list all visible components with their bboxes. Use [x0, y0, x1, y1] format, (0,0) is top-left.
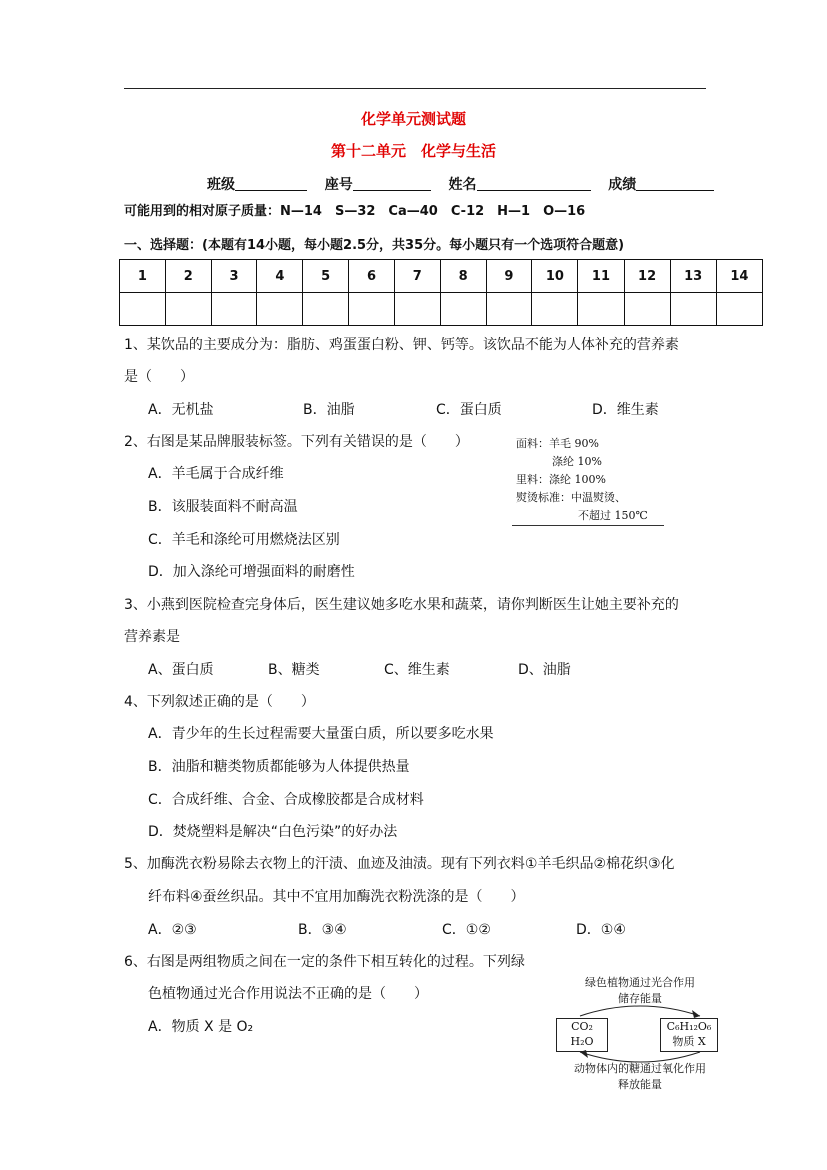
answer-cell[interactable]: [211, 293, 257, 326]
answer-cell[interactable]: [440, 293, 486, 326]
q6-stem-line1: 6、右图是两组物质之间在一定的条件下相互转化的过程。下列绿: [124, 954, 525, 970]
qnum-cell: 10: [532, 260, 578, 293]
product-x: 物质 X: [672, 1035, 706, 1048]
answer-cell[interactable]: [532, 293, 578, 326]
answer-grid-answers: [120, 293, 763, 326]
reactant-h2o: H₂O: [570, 1035, 594, 1048]
q3-option-b[interactable]: B、糖类: [268, 662, 320, 678]
answer-grid: [119, 259, 763, 326]
q4-option-d[interactable]: D．焚烧塑料是解决“白色污染”的好办法: [148, 824, 398, 840]
label-underline: [512, 525, 664, 526]
forward-arrowhead: [692, 1010, 700, 1018]
q4-option-c[interactable]: C．合成纤维、合金、合成橡胶都是合成材料: [148, 792, 424, 808]
q5-option-c[interactable]: C．①②: [442, 922, 491, 938]
label-line: 不超过 150℃: [578, 509, 648, 522]
diagram-top-label: 绿色植物通过光合作用: [585, 976, 695, 989]
q4-option-b[interactable]: B．油脂和糖类物质都能够为人体提供热量: [148, 759, 410, 775]
seat-blank[interactable]: [353, 177, 431, 191]
answer-cell[interactable]: [349, 293, 395, 326]
q4-stem: 4、下列叙述正确的是（ ）: [124, 694, 315, 710]
answer-cell[interactable]: [257, 293, 303, 326]
photosynthesis-diagram: [550, 968, 730, 1098]
q2-option-a[interactable]: A．羊毛属于合成纤维: [148, 466, 284, 482]
seat-label: 座号: [324, 177, 353, 193]
q5-stem-line1: 5、加酶洗衣粉易除去衣物上的汗渍、血迹及油渍。现有下列衣料①羊毛织品②棉花织③化: [124, 856, 675, 872]
products-box: [660, 1018, 718, 1052]
diagram-top-sublabel: 储存能量: [618, 992, 662, 1005]
answer-grid-header: [120, 260, 763, 293]
exam-title: 化学单元测试题: [360, 110, 466, 128]
answer-cell[interactable]: [486, 293, 532, 326]
score-label: 成绩: [608, 177, 637, 193]
answer-cell[interactable]: [578, 293, 624, 326]
product-glucose: C₆H₁₂O₆: [666, 1020, 712, 1033]
forward-arrow: [580, 1006, 700, 1016]
q5-option-d[interactable]: D．①④: [576, 922, 626, 938]
q3-option-c[interactable]: C、维生素: [384, 662, 450, 678]
qnum-cell: 7: [394, 260, 440, 293]
answer-cell[interactable]: [120, 293, 166, 326]
q1-option-c[interactable]: C．蛋白质: [436, 402, 502, 418]
q4-option-a[interactable]: A．青少年的生长过程需要大量蛋白质，所以要多吃水果: [148, 726, 494, 742]
q3-stem-line2: 营养素是: [124, 629, 180, 645]
q5-option-a[interactable]: A．②③: [148, 922, 197, 938]
q2-option-b[interactable]: B．该服装面料不耐高温: [148, 499, 298, 515]
answer-cell[interactable]: [624, 293, 670, 326]
student-info-row: [207, 174, 714, 194]
label-line: 涤纶 10%: [552, 455, 602, 468]
label-line: 里料：涤纶 100%: [516, 473, 606, 486]
qnum-cell: 8: [440, 260, 486, 293]
qnum-cell: 6: [349, 260, 395, 293]
q3-option-a[interactable]: A、蛋白质: [148, 662, 214, 678]
q1-option-a[interactable]: A．无机盐: [148, 402, 214, 418]
q2-option-c[interactable]: C．羊毛和涤纶可用燃烧法区别: [148, 532, 340, 548]
q5-stem-line2: 纤布料④蚕丝织品。其中不宜用加酶洗衣粉洗涤的是（ ）: [148, 889, 525, 905]
qnum-cell: 11: [578, 260, 624, 293]
diagram-bottom-sublabel: 释放能量: [618, 1078, 662, 1091]
clothing-label-figure: [512, 435, 664, 527]
score-blank[interactable]: [636, 177, 714, 191]
label-line: 面料：羊毛 90%: [516, 437, 599, 450]
q6-option-a[interactable]: A．物质 X 是 O₂: [148, 1019, 254, 1035]
reactant-co2: CO₂: [571, 1020, 593, 1033]
qnum-cell: 12: [624, 260, 670, 293]
atomic-mass-line: 可能用到的相对原子质量：N—14 S—32 Ca—40 C-12 H—1 O—16: [124, 204, 586, 219]
q2-option-d[interactable]: D．加入涤纶可增强面料的耐磨性: [148, 564, 355, 580]
q1-option-b[interactable]: B．油脂: [303, 402, 355, 418]
unit-title: 第十二单元 化学与生活: [330, 142, 496, 160]
qnum-cell: 14: [716, 260, 762, 293]
answer-cell[interactable]: [716, 293, 762, 326]
q3-option-d[interactable]: D、油脂: [518, 662, 571, 678]
qnum-cell: 3: [211, 260, 257, 293]
name-label: 姓名: [448, 177, 477, 193]
diagram-bottom-label: 动物体内的糖通过氧化作用: [574, 1062, 706, 1075]
answer-cell[interactable]: [165, 293, 211, 326]
q6-stem-line2: 色植物通过光合作用说法不正确的是（ ）: [148, 986, 428, 1002]
q1-option-d[interactable]: D．维生素: [592, 402, 659, 418]
q1-stem-line2: 是（ ）: [124, 369, 194, 385]
name-blank[interactable]: [477, 177, 591, 191]
class-label: 班级: [207, 177, 235, 193]
q5-option-b[interactable]: B．③④: [298, 922, 347, 938]
qnum-cell: 2: [165, 260, 211, 293]
qnum-cell: 4: [257, 260, 303, 293]
section1-heading: 一、选择题：(本题有14小题，每小题2.5分，共35分。每小题只有一个选项符合题意): [124, 238, 625, 253]
answer-cell[interactable]: [394, 293, 440, 326]
header-rule: [124, 88, 706, 89]
qnum-cell: 1: [120, 260, 166, 293]
q1-stem-line1: 1、某饮品的主要成分为：脂肪、鸡蛋蛋白粉、钾、钙等。该饮品不能为人体补充的营养素: [124, 337, 679, 353]
label-line: 熨烫标准：中温熨烫、: [516, 491, 626, 504]
qnum-cell: 9: [486, 260, 532, 293]
answer-cell[interactable]: [303, 293, 349, 326]
q3-stem-line1: 3、小燕到医院检查完身体后，医生建议她多吃水果和蔬菜，请你判断医生让她主要补充的: [124, 597, 679, 613]
qnum-cell: 13: [670, 260, 716, 293]
reactants-box: [556, 1018, 608, 1052]
qnum-cell: 5: [303, 260, 349, 293]
q2-stem: 2、右图是某品牌服装标签。下列有关错误的是（ ）: [124, 434, 469, 450]
answer-cell[interactable]: [670, 293, 716, 326]
class-blank[interactable]: [235, 177, 307, 191]
